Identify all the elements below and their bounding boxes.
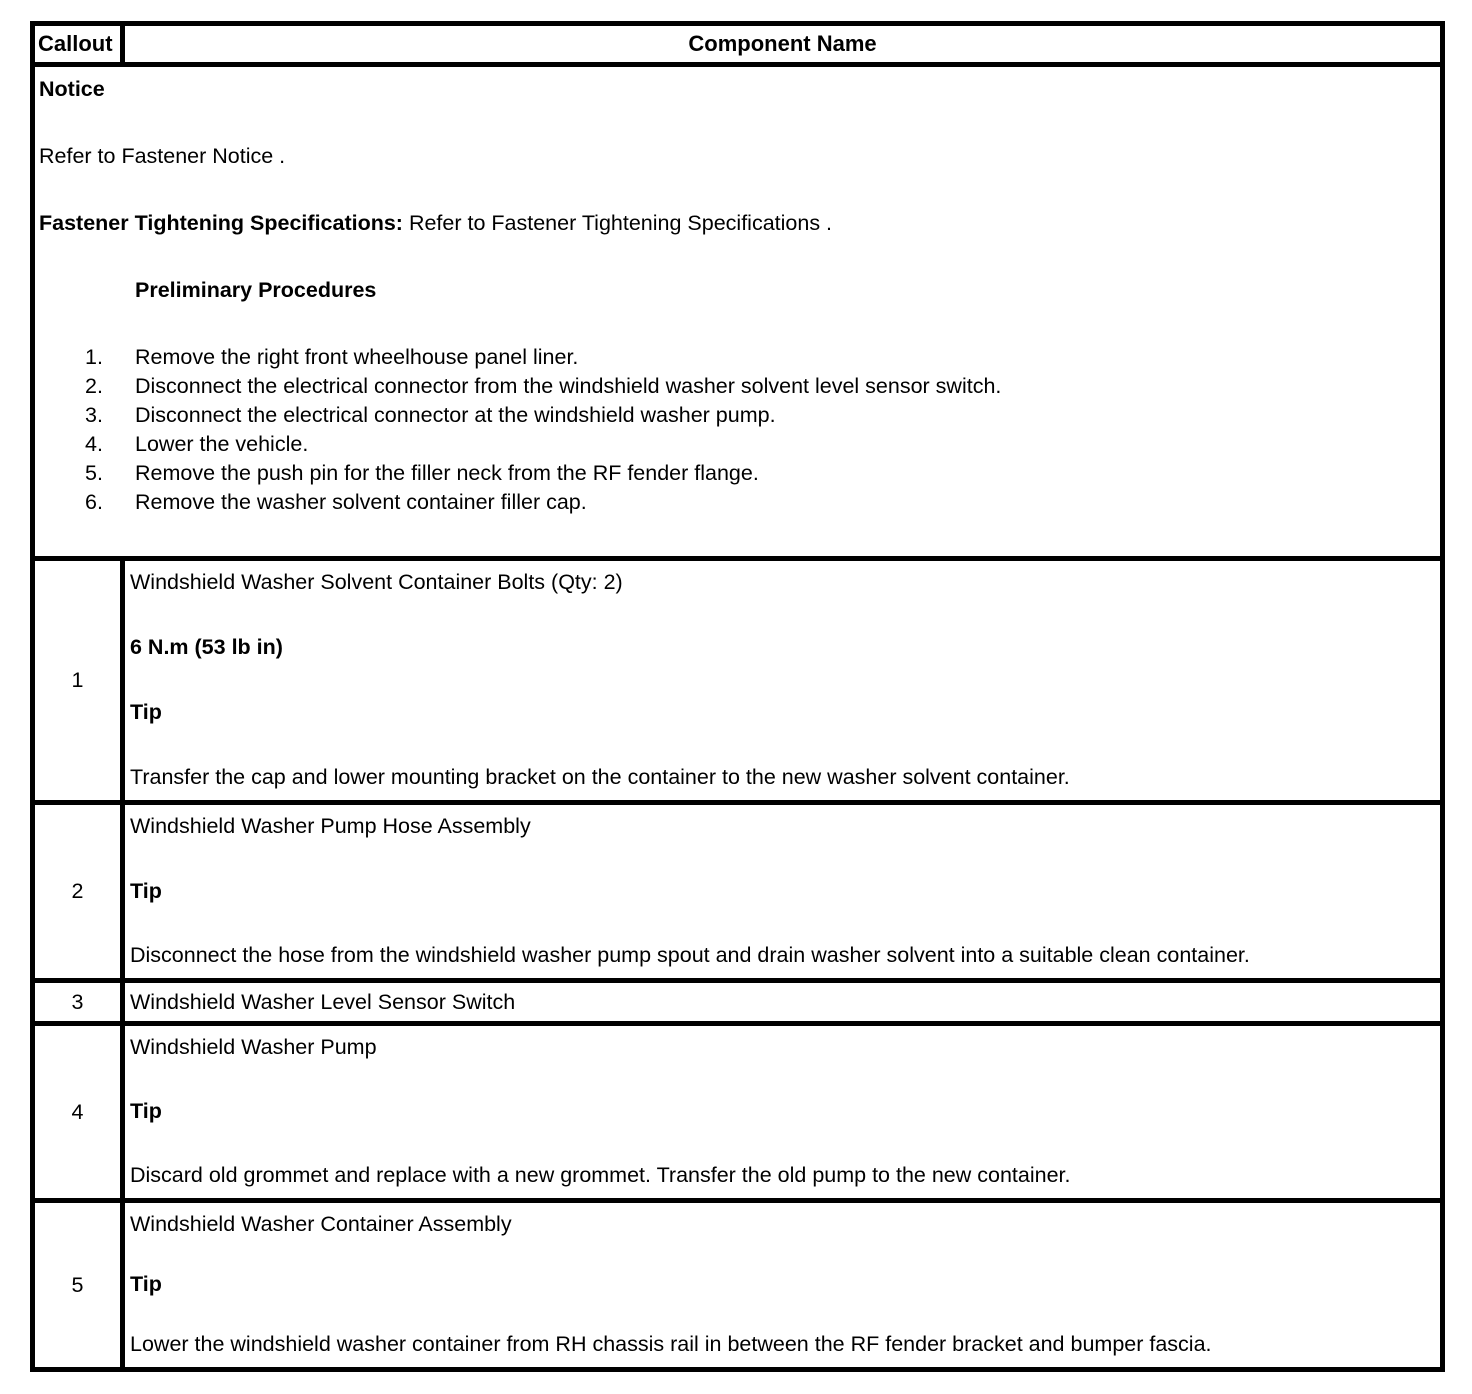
callout-cell: 1: [35, 561, 125, 800]
header-row: [35, 26, 1440, 67]
callout-cell: 4: [35, 1026, 125, 1198]
notice-title: Notice: [39, 77, 105, 101]
component-name: Windshield Washer Solvent Container Bolts (Qty: 2): [130, 570, 623, 594]
step-item: [39, 459, 1436, 488]
step-number: 2.: [85, 374, 103, 398]
tip-text: Transfer the cap and lower mounting bracket on the container to the new washer solvent container.: [130, 765, 1070, 789]
callout-cell: 2: [35, 805, 125, 978]
step-number: 6.: [85, 490, 103, 514]
component-cell: [125, 805, 1440, 978]
step-number: 4.: [85, 432, 103, 456]
step-text: Lower the vehicle.: [135, 432, 309, 456]
callout-cell: 5: [35, 1203, 125, 1367]
step-number: 3.: [85, 403, 103, 427]
component-table: [30, 21, 1445, 1372]
spec-text: Refer to Fastener Tightening Specifications .: [408, 211, 833, 235]
component-column-header: Component Name: [688, 31, 877, 56]
component-cell: [125, 983, 1440, 1021]
step-item: [39, 488, 1436, 517]
tip-text: Lower the windshield washer container from RH chassis rail in between the RF fender bracket and bumper fascia.: [130, 1332, 1212, 1356]
fastener-notice-line: Refer to Fastener Notice .: [39, 144, 286, 168]
tip-label: Tip: [130, 878, 162, 903]
step-text: Disconnect the electrical connector from the windshield washer solvent level sensor switch.: [135, 374, 1002, 398]
step-text: Remove the push pin for the filler neck from the RF fender flange.: [135, 461, 759, 485]
step-item: [39, 343, 1436, 372]
step-text: Remove the right front wheelhouse panel liner.: [135, 345, 579, 369]
spec-label: Fastener Tightening Specifications:: [39, 211, 403, 235]
component-name: Windshield Washer Container Assembly: [130, 1212, 512, 1236]
step-item: [39, 401, 1436, 430]
step-text: Remove the washer solvent container filler cap.: [135, 490, 587, 514]
tip-text: Disconnect the hose from the windshield washer pump spout and drain washer solvent into a suitable clean container.: [130, 943, 1250, 967]
tip-label: Tip: [130, 700, 162, 724]
step-item: [39, 430, 1436, 459]
component-cell: [125, 1203, 1440, 1367]
step-number: 5.: [85, 461, 103, 485]
component-name: Windshield Washer Pump Hose Assembly: [130, 814, 531, 838]
spec-line: [39, 207, 1436, 240]
component-cell: [125, 561, 1440, 800]
notice-cell: [35, 67, 1440, 561]
preliminary-procedures-title: Preliminary Procedures: [135, 278, 377, 302]
component-cell: [125, 1026, 1440, 1198]
preliminary-steps-list: [39, 343, 1436, 517]
torque-spec: 6 N.m (53 lb in): [130, 635, 283, 659]
callout-cell: 3: [35, 983, 125, 1021]
step-number: 1.: [85, 345, 103, 369]
tip-text: Discard old grommet and replace with a new grommet. Transfer the old pump to the new container.: [130, 1163, 1071, 1187]
table-row: [35, 1203, 1440, 1367]
table-row: [35, 983, 1440, 1026]
component-name: Windshield Washer Pump: [130, 1035, 377, 1059]
table-row: [35, 805, 1440, 983]
callout-column-header: Callout: [35, 26, 125, 62]
component-name: Windshield Washer Level Sensor Switch: [130, 990, 516, 1014]
step-text: Disconnect the electrical connector at the windshield washer pump.: [135, 403, 776, 427]
step-item: [39, 372, 1436, 401]
tip-label: Tip: [130, 1099, 162, 1123]
table-row: [35, 1026, 1440, 1203]
table-row: [35, 561, 1440, 805]
tip-label: Tip: [130, 1272, 162, 1296]
